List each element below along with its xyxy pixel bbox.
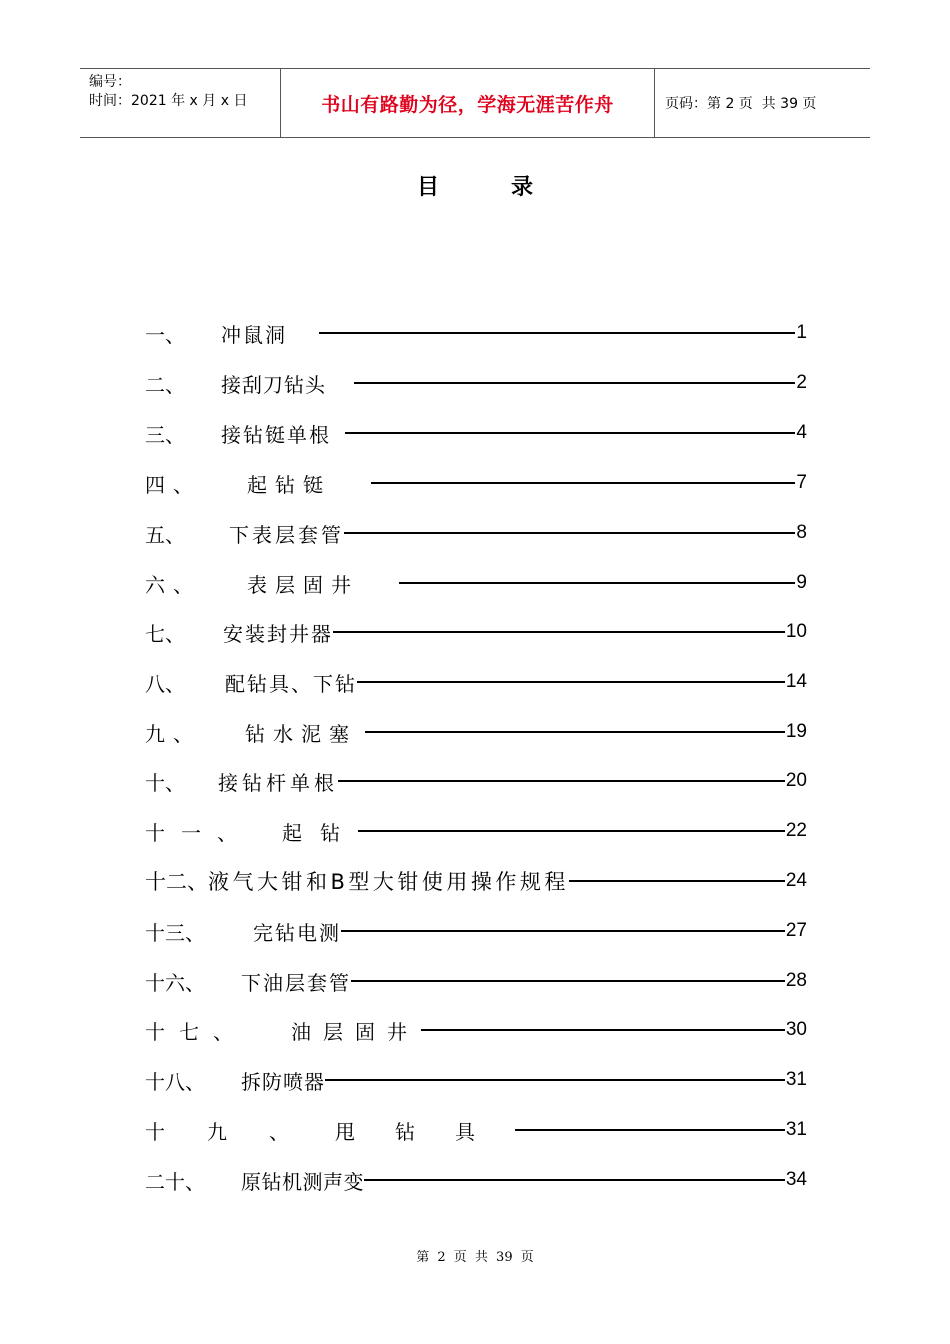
- toc-item-label: 油层固井: [291, 1019, 419, 1044]
- page-header: [80, 68, 870, 138]
- toc-item-number: 十八、: [145, 1069, 205, 1094]
- toc-item-number: 十六、: [145, 970, 205, 995]
- toc-leader: [515, 1129, 785, 1131]
- toc-leader: [345, 432, 795, 434]
- toc-leader: [357, 681, 785, 683]
- toc-item-label: 接钻铤单根: [221, 422, 331, 447]
- toc-item[interactable]: [145, 1115, 807, 1145]
- toc-item[interactable]: [145, 766, 807, 796]
- toc-item[interactable]: [145, 966, 807, 996]
- time-label: 时间：2021 年 x 月 x 日: [89, 93, 248, 109]
- toc-item-page: 7: [796, 472, 807, 493]
- toc-item-label: 原钻机测声变: [241, 1169, 364, 1194]
- toc-leader: [365, 731, 785, 733]
- toc-item-label: 接刮刀钻头: [221, 372, 326, 397]
- toc-item[interactable]: [145, 418, 807, 448]
- toc-item-page: 2: [796, 372, 807, 393]
- page-footer: 第 2 页 共 39 页: [416, 1250, 534, 1265]
- toc-item-page: 31: [785, 1069, 807, 1090]
- number-label: 编号：: [89, 74, 131, 90]
- toc-item-label: 安装封井器: [223, 621, 333, 646]
- toc-item[interactable]: [145, 468, 807, 498]
- toc-item-label: 接钻杆单根: [218, 770, 338, 795]
- toc-item-number: 七、: [145, 621, 185, 646]
- toc-item-label: 液气大钳和B型大钳使用操作规程: [208, 870, 569, 894]
- toc-item-number: 五、: [145, 522, 185, 547]
- toc-leader: [358, 830, 785, 832]
- toc-leader: [341, 930, 785, 932]
- toc-item-label: 配钻具、下钻: [225, 671, 357, 696]
- toc-item-page: 1: [796, 322, 807, 343]
- toc-item[interactable]: [145, 617, 807, 647]
- toc-item-number: 一、: [145, 322, 185, 347]
- toc-item-number: 三、: [145, 422, 185, 447]
- toc-item-label: 起钻: [282, 820, 358, 845]
- toc-item[interactable]: [145, 368, 807, 398]
- toc-item-label: 下表层套管: [229, 522, 344, 547]
- toc-item-number: 六、: [145, 572, 201, 597]
- toc-item-page: 34: [785, 1169, 807, 1190]
- toc-leader: [371, 482, 795, 484]
- toc-item-label: 冲鼠洞: [221, 322, 287, 347]
- toc-item-label: 起钻铤: [247, 472, 331, 497]
- toc-item-page: 10: [785, 621, 807, 642]
- toc-leader: [344, 532, 795, 534]
- toc-item-number: 二十、: [145, 1169, 205, 1194]
- toc-item-page: 24: [785, 870, 807, 891]
- toc-item-number: 九、: [145, 721, 201, 746]
- toc-item-label: 表层固井: [247, 572, 359, 597]
- toc-item[interactable]: [145, 1015, 807, 1045]
- toc-item-label: 钻水泥塞: [245, 721, 357, 746]
- toc-item-label: 下油层套管: [241, 970, 351, 995]
- toc-leader: [319, 332, 795, 334]
- toc-leader: [333, 631, 785, 633]
- toc-leader: [399, 582, 795, 584]
- toc-item-label: 拆防喷器: [241, 1069, 325, 1094]
- toc-item-number: 十、: [145, 770, 185, 795]
- toc-title: 目录: [416, 175, 605, 200]
- toc-item-page: 4: [796, 422, 807, 443]
- toc-item-number: 十七、: [145, 1019, 247, 1044]
- toc-item-page: 30: [785, 1019, 807, 1040]
- toc-leader: [354, 382, 795, 384]
- toc-leader: [569, 880, 785, 882]
- header-motto: 书山有路勤为径，学海无涯苦作舟: [281, 69, 655, 137]
- toc-item[interactable]: [145, 1165, 807, 1195]
- toc-item[interactable]: [145, 1065, 807, 1095]
- page-info-text: 页码：第 2 页 共 39 页: [665, 96, 817, 112]
- header-page-info: [655, 69, 870, 137]
- toc-item-number: 十三、: [145, 920, 205, 945]
- toc-item-page: 9: [796, 572, 807, 593]
- toc-item-number: 十二、: [145, 870, 208, 894]
- toc-item-label: 甩钻具: [335, 1119, 515, 1144]
- toc-item[interactable]: [145, 866, 807, 896]
- toc-item-number: 八、: [145, 671, 185, 696]
- toc-item-page: 22: [785, 820, 807, 841]
- toc-item[interactable]: [145, 518, 807, 548]
- toc-item-number: 十一、: [145, 820, 253, 845]
- toc-item-number: 十九、: [145, 1119, 331, 1144]
- toc-item-page: 8: [796, 522, 807, 543]
- toc-leader: [351, 980, 785, 982]
- toc-item-number: 二、: [145, 372, 185, 397]
- toc-item[interactable]: [145, 568, 807, 598]
- toc-item-page: 20: [785, 770, 807, 791]
- toc-item-page: 31: [785, 1119, 807, 1140]
- toc-item-page: 28: [785, 970, 807, 991]
- toc-item-page: 14: [785, 671, 807, 692]
- toc-leader: [364, 1179, 785, 1181]
- toc-leader: [338, 780, 785, 782]
- toc-item[interactable]: [145, 816, 807, 846]
- toc-item[interactable]: [145, 667, 807, 697]
- toc-leader: [421, 1029, 785, 1031]
- toc-item-label: 完钻电测: [253, 920, 341, 945]
- toc-item[interactable]: [145, 916, 807, 946]
- toc-item[interactable]: [145, 318, 807, 348]
- toc-item[interactable]: [145, 717, 807, 747]
- toc-item-number: 四、: [145, 472, 201, 497]
- header-meta: [80, 69, 281, 137]
- toc-leader: [325, 1079, 785, 1081]
- toc-item-page: 27: [785, 920, 807, 941]
- toc-item-page: 19: [785, 721, 807, 742]
